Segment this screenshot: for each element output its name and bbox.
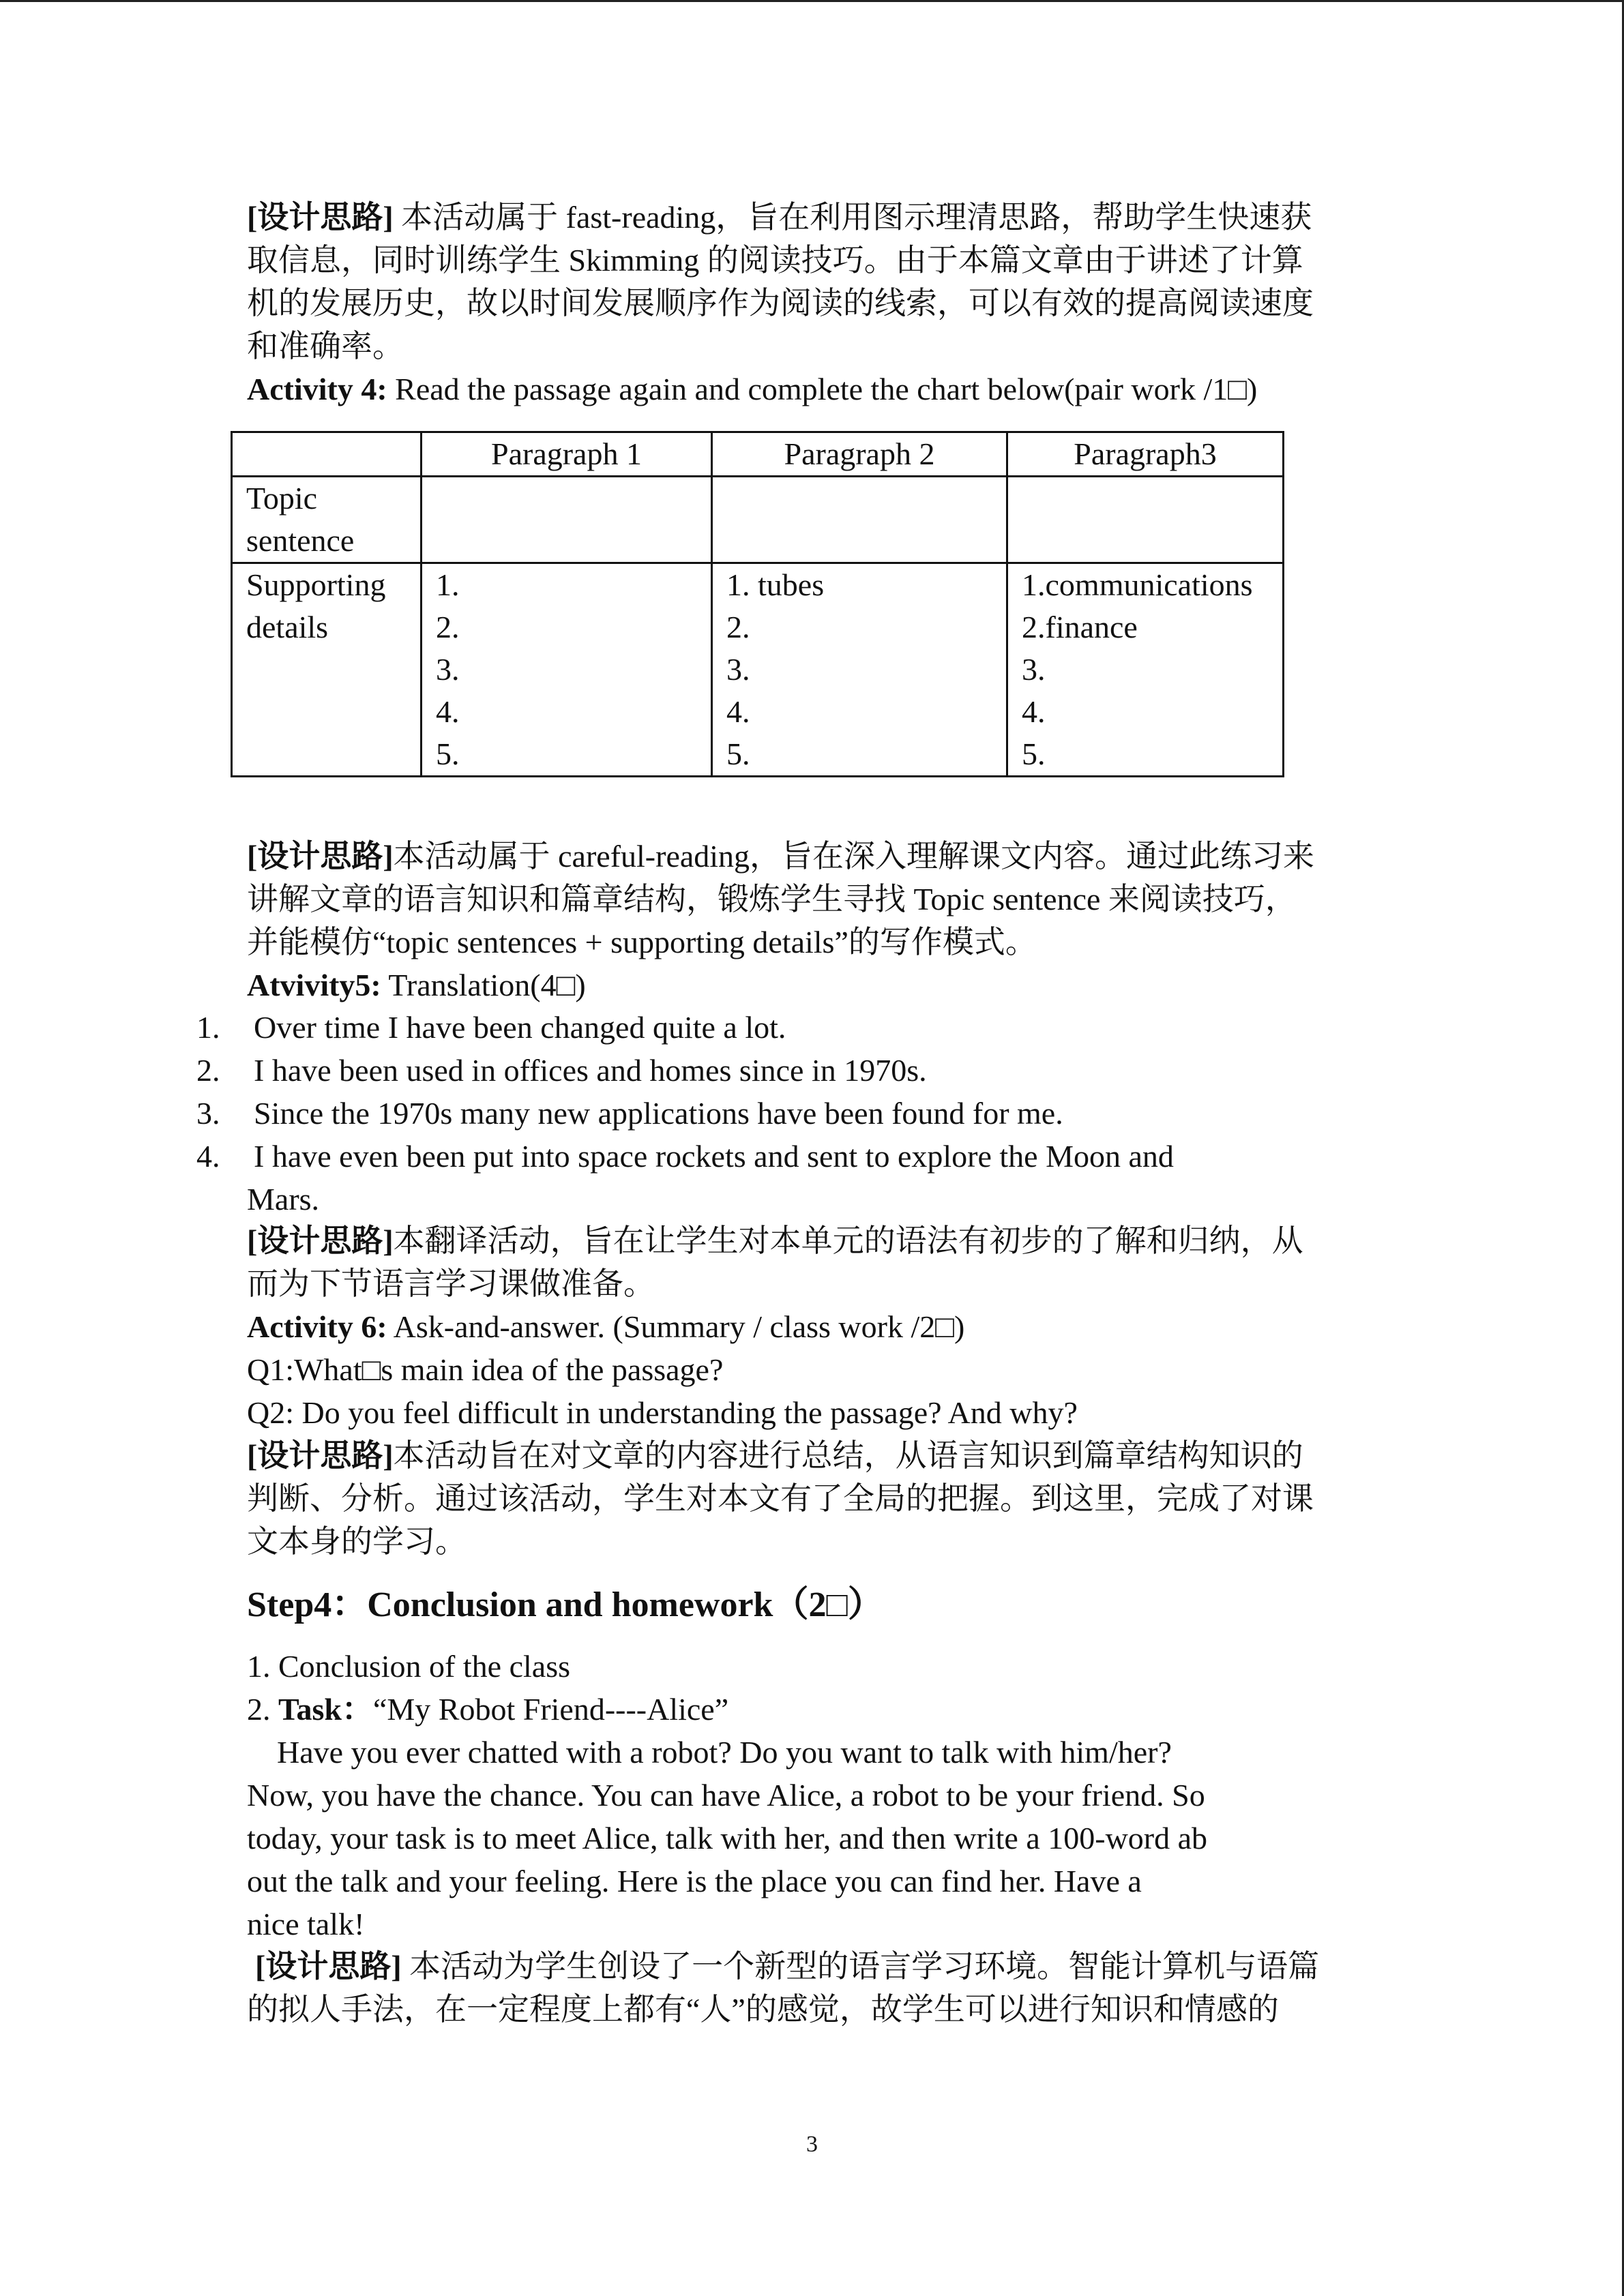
table-row-details [232, 563, 1284, 777]
task-paragraph-line: today, your task is to meet Alice, talk with her, and then write a 100-word ab [247, 1821, 1208, 1855]
list-item: 3. Since the 1970s many new applications have been found for me. [196, 1096, 1063, 1131]
reading-chart-table [231, 431, 1284, 777]
activity-5-label: Atvivity5: [247, 968, 381, 1002]
design-note-5-line1: [设计思路] 本活动为学生创设了一个新型的语言学习环境。智能计算机与语篇 [255, 1949, 1320, 1984]
detail-item: 1. [436, 567, 460, 602]
detail-item: 5. [726, 736, 750, 771]
activity-6-heading: Activity 6: Ask-and-answer. (Summary / class work /2□) [247, 1309, 965, 1344]
translation-list [196, 1006, 1383, 1221]
design-note-1-line3: 机的发展历史，故以时间发展顺序作为阅读的线索，可以有效的提高阅读速度 [247, 286, 1314, 320]
table-cell [1007, 563, 1284, 777]
design-note-2-line2: 讲解文章的语言知识和篇章结构，锻炼学生寻找 Topic sentence 来阅读技巧， [247, 882, 1297, 916]
design-note-2-line3: 并能模仿“topic sentences + supporting details”的写作模式。 [247, 925, 1037, 959]
design-note-5 [247, 1945, 1372, 2031]
design-note-2 [247, 835, 1372, 964]
activity-4-text: Read the passage again and complete the chart below(pair work /1□) [395, 372, 1258, 406]
design-note-1-line2: 取信息，同时训练学生 Skimming 的阅读技巧。由于本篇文章由于讲述了计算 [247, 243, 1303, 278]
design-note-label: [设计思路] [247, 839, 394, 874]
page-number: 3 [806, 2132, 818, 2157]
table-header-cell: Paragraph 2 [712, 432, 1007, 477]
activity-4-label: Activity 4: [247, 372, 387, 406]
detail-item: 2. [436, 610, 460, 644]
design-note-1 [247, 196, 1372, 368]
design-note-3 [247, 1219, 1372, 1305]
detail-item: 3. [726, 652, 750, 687]
table-row-topic [232, 477, 1284, 563]
design-note-4-line1: [设计思路]本活动旨在对文章的内容进行总结，从语言知识到篇章结构知识的 [247, 1438, 1303, 1473]
table-row-label: Supporting details [232, 563, 422, 777]
design-note-4 [247, 1434, 1372, 1563]
page-border-top [0, 0, 1624, 2]
list-item: 1. Over time I have been changed quite a lot. [196, 1010, 786, 1045]
design-note-2-line1: [设计思路]本活动属于 careful-reading，旨在深入理解课文内容。通过此练习来 [247, 839, 1315, 874]
detail-item: 4. [1022, 694, 1046, 729]
design-note-label: [设计思路] [255, 1949, 402, 1984]
design-note-3-line1: [设计思路]本翻译活动，旨在让学生对本单元的语法有初步的了解和归纳，从 [247, 1223, 1303, 1258]
detail-item: 2. [726, 610, 750, 644]
table-header-row [232, 432, 1284, 477]
design-note-1-line1: [设计思路] 本活动属于 fast-reading，旨在利用图示理清思路，帮助学生快速获 [247, 200, 1312, 235]
activity-6 [247, 1305, 1372, 1434]
activity-5 [247, 964, 1372, 1007]
list-item: 4. I have even been put into space rockets and sent to explore the Moon and [196, 1139, 1174, 1174]
detail-item: 3. [1022, 652, 1046, 687]
question-2: Q2: Do you feel difficult in understanding the passage? And why? [247, 1395, 1078, 1430]
homework-section [247, 1645, 1372, 1945]
table-header-cell: Paragraph3 [1007, 432, 1284, 477]
task-paragraph-line: nice talk! [247, 1907, 365, 1941]
detail-item: 4. [436, 694, 460, 729]
table-header-cell [232, 432, 422, 477]
table-cell [422, 563, 712, 777]
list-item-continuation: Mars. [247, 1182, 320, 1217]
activity-4 [247, 368, 1372, 411]
table-cell [712, 477, 1007, 563]
design-note-4-line2: 判断、分析。通过该活动，学生对本文有了全局的把握。到这里，完成了对课 [247, 1481, 1314, 1516]
design-note-1-line4: 和准确率。 [247, 329, 404, 363]
detail-item: 1. tubes [726, 567, 825, 602]
list-item: 2. I have been used in offices and homes since in 1970s. [196, 1053, 927, 1088]
task-paragraph-line: Have you ever chatted with a robot? Do you want to talk with him/her? [277, 1735, 1172, 1770]
table-cell [1007, 477, 1284, 563]
detail-item: 2.finance [1022, 610, 1138, 644]
design-note-4-line3: 文本身的学习。 [247, 1524, 467, 1559]
detail-item: 5. [1022, 736, 1046, 771]
activity-5-text: Translation(4□) [388, 968, 586, 1002]
question-1: Q1:What□s main idea of the passage? [247, 1352, 724, 1387]
detail-item: 4. [726, 694, 750, 729]
detail-item: 1.communications [1022, 567, 1253, 602]
design-note-5-line2: 的拟人手法，在一定程度上都有“人”的感觉，故学生可以进行知识和情感的 [247, 1992, 1279, 2027]
table-cell [422, 477, 712, 563]
homework-item-1: 1. Conclusion of the class [247, 1649, 570, 1684]
detail-item: 3. [436, 652, 460, 687]
detail-item: 5. [436, 736, 460, 771]
task-paragraph-line: Now, you have the chance. You can have Alice, a robot to be your friend. So [247, 1778, 1205, 1813]
design-note-label: [设计思路] [247, 1223, 394, 1258]
step4-heading: Step4：Conclusion and homework（2□） [247, 1585, 883, 1624]
table-header-cell: Paragraph 1 [422, 432, 712, 477]
design-note-label: [设计思路] [247, 1438, 394, 1473]
task-label: Task： [278, 1692, 373, 1727]
design-note-3-line2: 而为下节语言学习课做准备。 [247, 1266, 655, 1301]
table-cell [712, 563, 1007, 777]
activity-6-label: Activity 6: [247, 1309, 387, 1344]
task-paragraph-line: out the talk and your feeling. Here is the place you can find her. Have a [247, 1864, 1142, 1898]
table-row-label: Topic sentence [232, 477, 422, 563]
design-note-label: [设计思路] [247, 200, 394, 235]
homework-item-2: 2. Task：“My Robot Friend----Alice” [247, 1692, 729, 1727]
